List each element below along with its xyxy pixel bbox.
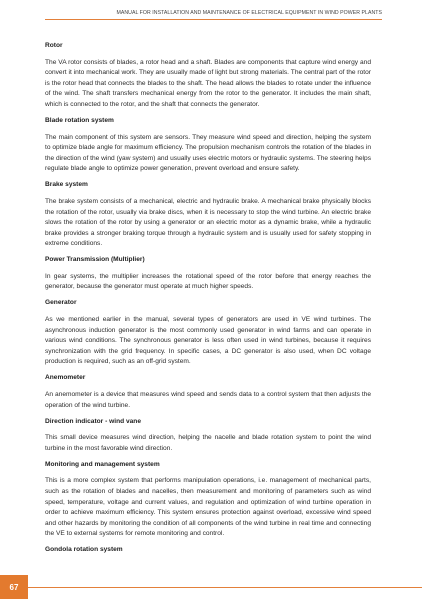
section-brake-system	[45, 180, 371, 250]
section-paragraph: The brake system consists of a mechanical, electric and hydraulic brake. A mechanical brake physically blocks the rotation of the rotor, usually via brake discs, when it is necessary to stop the wind turbine. An electric brake slows the rotation of the rotor by using a generator or an electric motor as a dynamic brake, while a hydraulic brake provides a stronger braking torque through a hydraulic system and is usually used for safety stopping in extreme conditions.	[45, 197, 371, 248]
section-heading: Power Transmission (Multiplier)	[45, 256, 145, 264]
section-power-transmission	[45, 255, 371, 293]
section-heading: Gondola rotation system	[45, 546, 123, 554]
header-divider	[45, 19, 382, 20]
section-heading: Anemometer	[45, 374, 86, 382]
section-paragraph: The main component of this system are sensors. They measure wind speed and direction, helping the system to optimize blade angle for maximum efficiency. The propulsion mechanism controls the rotation of the blades in the direction of the wind (yaw system) and usually uses electric motors or hydraulic systems. The steering helps regulate blade angle to optimize power generation, prevent overload and ensure safety.	[45, 133, 371, 173]
section-paragraph: The VA rotor consists of blades, a rotor head and a shaft. Blades are components that capture wind energy and convert it into mechanical work. They are usually made of light but strong materials. The central part of the rotor is the rotor head that connects the blades to the shaft. The head allows the blades to rotate under the influence of the wind. The shaft transfers mechanical energy from the rotor to the generator. It includes the main shaft, which is connected to the rotor, and the shaft that connects the generator.	[45, 58, 371, 108]
section-gondola-rotation	[45, 545, 371, 556]
section-wind-vane	[45, 417, 371, 455]
section-heading: Direction indicator - wind vane	[45, 417, 141, 425]
section-paragraph: This is a more complex system that performs manipulation operations, i.e. management of mechanical parts, such as the rotation of blades and nacelles, then measurement and monitoring of parameters such as wind speed, temperature, voltage and current values, and regulation and optimization of wind turbine operation in order to achieve maximum efficiency. This system ensures protection against overload, excessive wind speed and other hazards by monitoring the condition of all components of the wind turbine in real time and connecting the VE to external systems for remote monitoring and control.	[45, 477, 371, 538]
section-generator	[45, 298, 371, 368]
section-anemometer	[45, 373, 371, 411]
section-blade-rotation-system	[45, 116, 371, 175]
section-heading: Rotor	[45, 42, 63, 49]
footer-divider	[28, 587, 422, 588]
section-paragraph: An anemometer is a device that measures wind speed and sends data to a control system that then adjusts the operation of the wind turbine.	[45, 390, 371, 409]
section-paragraph: In gear systems, the multiplier increases the rotational speed of the rotor before that energy reaches the generator, because the generator must operate at much higher speeds.	[45, 272, 371, 291]
running-header: MANUAL FOR INSTALLATION AND MAINTENANCE OF ELECTRICAL EQUIPMENT IN WIND POWER PLANTS	[116, 10, 382, 16]
section-heading: Brake system	[45, 181, 88, 189]
page-body	[45, 41, 371, 562]
section-heading: Blade rotation system	[45, 116, 114, 124]
section-paragraph: As we mentioned earlier in the manual, several types of generators are used in VE wind turbines. The asynchronous induction generator is the most commonly used generator in wind farms and can operate in various wind conditions. The synchronous generator is less often used in wind turbines, because it requires synchronization with the grid frequency. In specific cases, a DC generator is also used, when DC voltage production is required, such as an off-grid system.	[45, 316, 371, 366]
section-rotor	[45, 41, 371, 111]
section-paragraph: This small device measures wind direction, helping the nacelle and blade rotation system to point the wind turbine in the most favorable wind direction.	[45, 434, 371, 452]
section-heading: Generator	[45, 299, 77, 307]
page-number: 67	[0, 575, 28, 599]
section-heading: Monitoring and management system	[45, 460, 160, 468]
section-monitoring-management	[45, 460, 371, 540]
